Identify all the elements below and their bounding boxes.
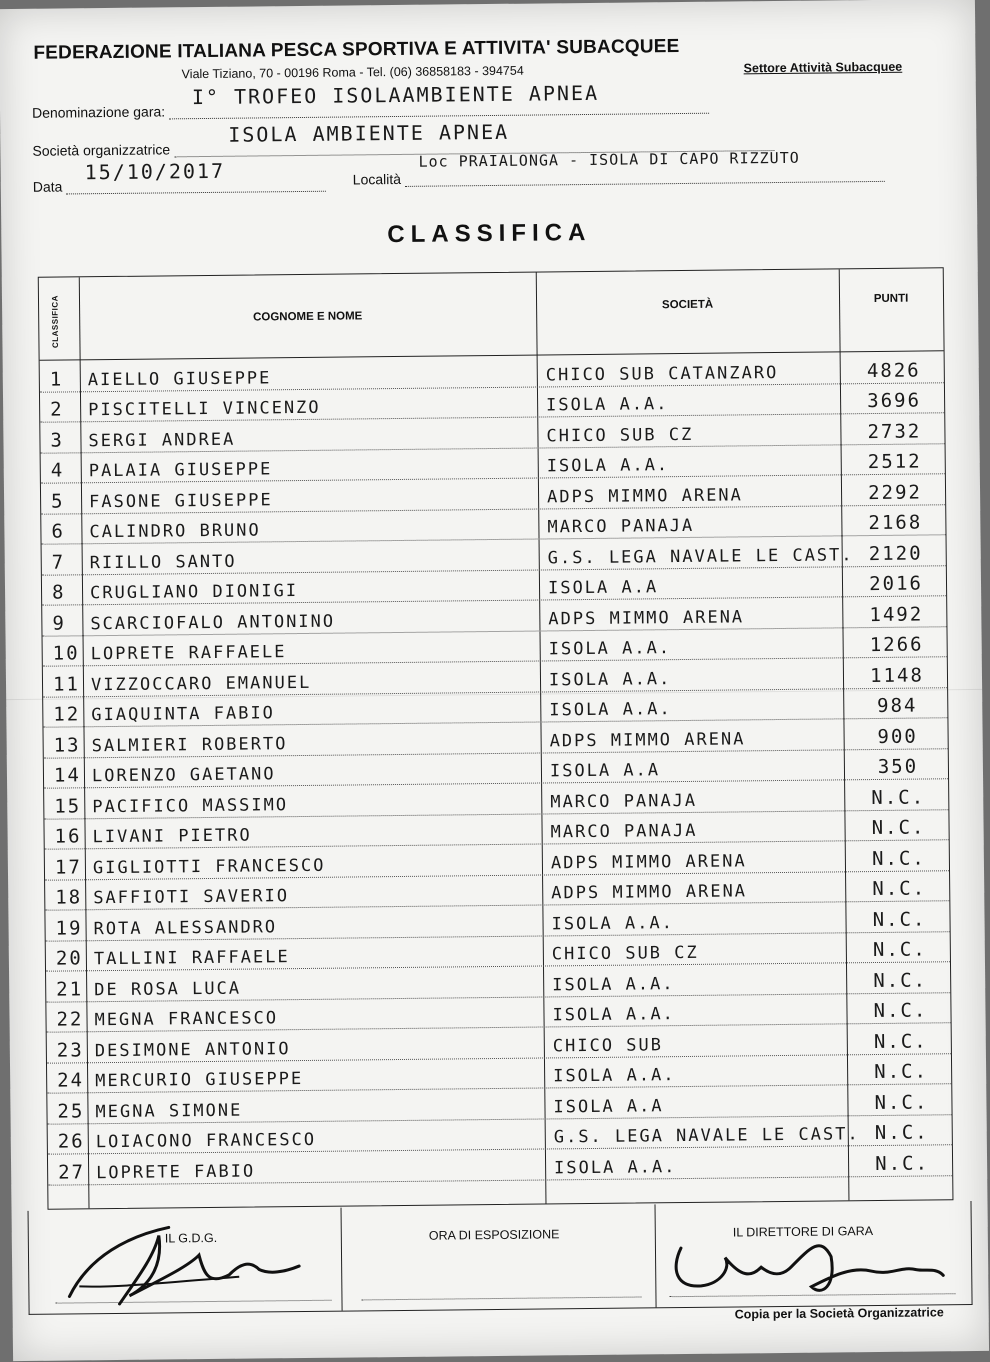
points-cell: 3696 xyxy=(867,389,922,413)
club-cell: ISOLA A.A. xyxy=(554,1156,677,1178)
points-cell: N.C. xyxy=(874,1090,929,1114)
location-value: Loc PRAIALONGA - ISOLA DI CAPO RIZZUTO xyxy=(418,148,800,171)
club-cell: MARCO PANAJA xyxy=(550,820,698,843)
points-cell: 1266 xyxy=(869,633,924,657)
points-cell: 1492 xyxy=(869,603,924,626)
points-cell: N.C. xyxy=(874,1121,929,1145)
club-cell: ADPS MIMMO ARENA xyxy=(550,850,747,873)
points-cell: N.C. xyxy=(871,846,926,870)
points-cell: N.C. xyxy=(873,999,928,1023)
club-cell: ISOLA A.A. xyxy=(552,973,675,995)
rank-cell: 5 xyxy=(50,489,65,513)
athlete-name-cell: LOIACONO FRANCESCO xyxy=(95,1129,317,1153)
points-cell: 1148 xyxy=(869,663,924,687)
organizing-club-value: ISOLA AMBIENTE APNEA xyxy=(228,119,510,147)
rank-cell: 17 xyxy=(54,855,82,879)
ranking-table xyxy=(38,267,954,1209)
column-header-club: SOCIETÀ xyxy=(661,298,714,312)
competition-name-field xyxy=(31,80,709,121)
dotted-line xyxy=(361,1296,641,1300)
copy-note: Copia per la Società Organizzatrice xyxy=(734,1305,944,1322)
exposure-time-label: ORA DI ESPOSIZIONE xyxy=(428,1227,560,1243)
federation-title: FEDERAZIONE ITALIANA PESCA SPORTIVA E ATTIVITA' SUBACQUEE xyxy=(33,36,680,64)
rank-cell: 12 xyxy=(53,703,81,726)
date-field xyxy=(32,158,327,195)
rank-cell: 22 xyxy=(56,1008,84,1031)
signature-footer xyxy=(28,1201,973,1315)
athlete-name-cell: GIGLIOTTI FRANCESCO xyxy=(92,855,326,878)
athlete-name-cell: MEGNA SIMONE xyxy=(95,1100,243,1122)
competition-name-label: Denominazione gara: xyxy=(31,103,166,121)
column-header-classifica: CLASSIFICA xyxy=(50,295,60,349)
club-cell: ISOLA A.A. xyxy=(549,699,672,721)
rank-cell: 15 xyxy=(54,794,82,818)
athlete-name-cell: SCARCIOFALO ANTONINO xyxy=(90,611,336,634)
rank-cell: 3 xyxy=(50,428,65,452)
rank-cell: 8 xyxy=(51,581,66,604)
athlete-name-cell: DE ROSA LUCA xyxy=(94,978,242,1000)
rank-cell: 21 xyxy=(56,977,84,1001)
rank-cell: 2 xyxy=(50,398,64,421)
rank-cell: 23 xyxy=(56,1038,84,1062)
points-cell: N.C. xyxy=(875,1151,930,1175)
athlete-name-cell: PALAIA GIUSEPPE xyxy=(88,459,273,482)
athlete-name-cell: SALMIERI ROBERTO xyxy=(91,733,288,756)
athlete-name-cell: AIELLO GIUSEPPE xyxy=(87,367,272,390)
gdg-signature xyxy=(59,1214,310,1313)
athlete-name-cell: SAFFIOTI SAVERIO xyxy=(93,886,290,909)
rank-cell: 18 xyxy=(55,886,83,909)
athlete-name-cell: GIAQUINTA FABIO xyxy=(91,703,275,726)
club-cell: ISOLA A.A xyxy=(553,1095,664,1117)
rank-cell: 26 xyxy=(57,1130,85,1153)
race-director-label: IL DIRETTORE DI GARA xyxy=(732,1224,874,1240)
organizing-club-label: Società organizzatrice xyxy=(32,141,171,159)
points-cell: N.C. xyxy=(871,785,926,809)
club-cell: MARCO PANAJA xyxy=(547,515,695,538)
club-cell: ISOLA A.A. xyxy=(548,668,672,690)
athlete-name-cell: LORENZO GAETANO xyxy=(91,764,276,787)
points-cell: N.C. xyxy=(873,968,928,992)
points-cell: 2168 xyxy=(868,511,923,535)
athlete-name-cell: CALINDRO BRUNO xyxy=(89,520,261,543)
points-cell: N.C. xyxy=(872,907,927,931)
points-cell: 2512 xyxy=(867,450,922,474)
club-cell: G.S. LEGA NAVALE LE CAST. xyxy=(553,1124,860,1148)
club-cell: CHICO SUB CZ xyxy=(546,424,694,446)
athlete-name-cell: MERCURIO GIUSEPPE xyxy=(95,1069,304,1092)
athlete-name-cell: MEGNA FRANCESCO xyxy=(94,1008,279,1031)
federation-address: Viale Tiziano, 70 - 00196 Roma - Tel. (06) 36858183 - 394754 xyxy=(181,63,524,82)
points-cell: 2292 xyxy=(868,481,923,504)
club-cell: ADPS MIMMO ARENA xyxy=(549,728,746,751)
athlete-name-cell: SERGI ANDREA xyxy=(88,429,236,451)
race-director-signature xyxy=(661,1225,952,1308)
points-cell: N.C. xyxy=(874,1060,929,1084)
rank-cell: 11 xyxy=(52,672,81,696)
club-cell: ISOLA A.A. xyxy=(546,455,670,477)
club-cell: ADPS MIMMO ARENA xyxy=(551,881,748,904)
rank-cell: 4 xyxy=(50,459,65,482)
club-cell: MARCO PANAJA xyxy=(550,790,698,812)
athlete-name-cell: PISCITELLI VINCENZO xyxy=(88,397,321,421)
athlete-name-cell: TALLINI RAFFAELE xyxy=(93,947,290,970)
athlete-name-cell: PACIFICO MASSIMO xyxy=(92,794,289,817)
gdg-label: IL G.D.G. xyxy=(164,1230,218,1246)
club-cell: ISOLA A.A. xyxy=(546,394,669,416)
points-cell: 2016 xyxy=(869,572,924,596)
footer-divider xyxy=(654,1204,656,1307)
athlete-name-cell: RIILLO SANTO xyxy=(89,551,237,573)
club-cell: ISOLA A.A. xyxy=(553,1065,676,1087)
club-cell: ISOLA A.A xyxy=(547,577,659,599)
club-cell: ADPS MIMMO ARENA xyxy=(548,606,745,629)
points-cell: N.C. xyxy=(873,1029,928,1053)
points-cell: 900 xyxy=(877,725,918,748)
rank-cell: 1 xyxy=(49,367,64,391)
club-cell: CHICO SUB CZ xyxy=(551,942,699,965)
points-cell: 984 xyxy=(877,694,918,717)
location-label: Località xyxy=(352,170,402,188)
rank-cell: 16 xyxy=(54,825,82,848)
rank-cell: 14 xyxy=(53,764,81,787)
competition-name-value: I° TROFEO ISOLAAMBIENTE APNEA xyxy=(191,80,600,110)
athlete-name-cell: LOPRETE FABIO xyxy=(96,1161,256,1183)
column-header-points: PUNTI xyxy=(873,292,909,306)
athlete-name-cell: FASONE GIUSEPPE xyxy=(89,489,273,512)
rank-cell: 9 xyxy=(52,611,66,635)
rank-cell: 6 xyxy=(51,520,65,543)
club-cell: ISOLA A.A. xyxy=(552,1004,675,1026)
points-cell: 2120 xyxy=(868,542,923,565)
athlete-name-cell: LOPRETE RAFFAELE xyxy=(90,642,287,665)
points-cell: 350 xyxy=(877,755,919,778)
location-field xyxy=(352,148,885,188)
points-cell: N.C. xyxy=(871,816,926,840)
points-cell: N.C. xyxy=(872,877,927,901)
points-cell: 2732 xyxy=(867,420,922,443)
club-cell: G.S. LEGA NAVALE LE CAST. xyxy=(547,544,854,568)
athlete-name-cell: CRUGLIANO DIONIGI xyxy=(89,581,299,604)
points-cell: N.C. xyxy=(872,938,927,962)
rank-cell: 13 xyxy=(53,733,81,757)
rank-cell: 24 xyxy=(57,1069,85,1092)
column-header-name: COGNOME E NOME xyxy=(252,310,363,324)
club-cell: ISOLA A.A. xyxy=(551,912,675,934)
club-cell: ADPS MIMMO ARENA xyxy=(546,484,743,507)
rank-cell: 27 xyxy=(58,1160,86,1184)
rank-cell: 7 xyxy=(51,550,66,574)
points-cell: 4826 xyxy=(866,359,921,382)
ranking-title: CLASSIFICA xyxy=(387,218,592,249)
rank-cell: 20 xyxy=(55,947,83,970)
rank-cell: 19 xyxy=(55,916,83,940)
athlete-name-cell: ROTA ALESSANDRO xyxy=(93,916,278,939)
club-cell: CHICO SUB CATANZARO xyxy=(545,362,779,385)
footer-divider xyxy=(341,1208,343,1311)
rank-cell: 25 xyxy=(57,1099,85,1123)
club-cell: CHICO SUB xyxy=(552,1034,664,1056)
sector-label: Settore Attività Subacquee xyxy=(743,59,903,76)
date-value: 15/10/2017 xyxy=(84,158,226,185)
athlete-name-cell: DESIMONE ANTONIO xyxy=(94,1038,291,1061)
athlete-name-cell: LIVANI PIETRO xyxy=(92,825,252,848)
rank-cell: 10 xyxy=(52,642,80,665)
club-cell: ISOLA A.A xyxy=(549,760,661,782)
athlete-name-cell: VIZZOCCARO EMANUEL xyxy=(90,672,312,695)
date-label: Data xyxy=(32,178,63,195)
club-cell: ISOLA A.A. xyxy=(548,638,672,660)
